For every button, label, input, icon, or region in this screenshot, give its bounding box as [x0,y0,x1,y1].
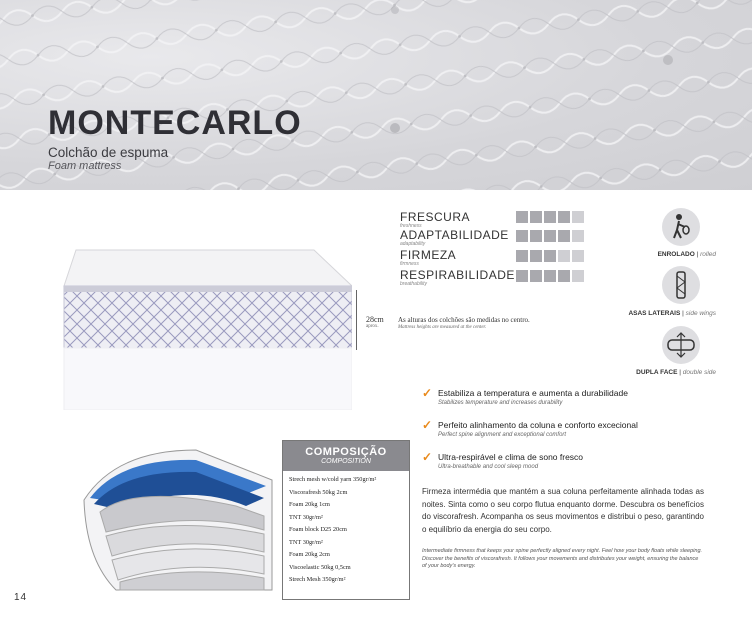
description-text-en: Intermediate firmness that keeps your spine perfectly aligned every night. Feel how your body floats while sleeping. Discover the benefits of viscorafresh. It follows your movements and distributes your weight, ensuring the balance of your body's energy. [422,548,703,569]
rating-box-filled [516,211,528,223]
rating-label: ADAPTABILIDADE [400,228,509,242]
rating-freshness [400,211,470,229]
rating-label-en: breathability [400,281,427,287]
composition-panel [282,440,410,600]
feature-rolled: ENROLADO | rolled [657,251,716,258]
rating-box-filled [530,230,542,242]
rating-label-en: firmness [400,261,419,267]
rating-label: FRESCURA [400,210,471,224]
rating-firmness [400,249,456,267]
rating-box-empty [572,230,584,242]
feature-label: DUPLA FACE [636,369,678,376]
composition-header [283,441,409,471]
rolled-person-icon [662,208,700,246]
rating-box-empty [572,270,584,282]
benefit-text: Perfeito alinhamento da coluna e conforto excecional [438,420,638,430]
composition-list [283,471,409,587]
check-icon: ✓ [422,450,433,464]
feature-label: ENROLADO [657,251,695,258]
rating-label-en: freshness [400,223,422,229]
composition-title-en: COMPOSITION [321,458,371,465]
check-icon: ✓ [422,418,433,432]
rating-box-filled [516,230,528,242]
description-en [422,548,704,571]
feature-double-side: DUPLA FACE | double side [636,369,716,376]
description-text: Firmeza intermédia que mantém a sua coluna perfeitamente alinhada todas as noites. Sinta como o seu corpo flutua enquanto dorme. Descubra os benefícios do viscorafresh. Acompanha os seus movimentos e distribui o peso, garantindo o equilíbrio da energia do seu corpo. [422,487,704,534]
composition-layer: TNT 30gr/m² [289,513,323,521]
rating-box-filled [530,250,542,262]
rating-adaptability [400,229,509,247]
rating-box-filled [530,270,542,282]
benefit-text-en: Perfect spine alignment and exceptional comfort [438,432,567,438]
rating-box-filled [544,270,556,282]
composition-layer: Viscorafresh 50kg 2cm [289,488,348,496]
height-indicator [356,290,359,350]
composition-layer: TNT 30gr/m² [289,538,323,546]
rating-scale [516,250,584,262]
feature-label-en: side wings [685,310,716,317]
benefit-text-en: Ultra-breathable and cool sleep mood [438,464,539,470]
rating-box-filled [530,211,542,223]
height-value: 28cm [366,315,384,324]
height-approx: aprox. [366,324,379,329]
rating-box-filled [544,250,556,262]
page-number: 14 [14,592,28,603]
product-type: Colchão de espuma [48,145,169,160]
product-type-en: Foam mattress [48,160,122,172]
rating-label-en: adaptability [400,241,426,247]
rating-label: RESPIRABILIDADE [400,268,515,282]
rating-box-filled [516,250,528,262]
composition-layer: Strech mesh w/cold yarn 350gr/m² [289,476,377,483]
hero-banner [0,0,752,190]
rating-box-empty [572,211,584,223]
double-side-icon [662,326,700,364]
rating-box-filled [558,211,570,223]
mattress-layers-image [76,440,276,600]
product-title: MONTECARLO [48,104,302,142]
rating-label: FIRMEZA [400,248,457,262]
feature-label-en: double side [682,369,716,376]
benefit-text: Estabiliza a temperatura e aumenta a durabilidade [438,388,628,398]
composition-layer: Strech Mesh 350gr/m² [289,576,346,583]
height-note: As alturas dos colchões são medidas no centro. [398,316,530,324]
composition-title: COMPOSIÇÃO [305,446,387,458]
composition-layer: Foam 20kg 2cm [289,551,330,558]
rating-box-filled [544,211,556,223]
feature-label: ASAS LATERAIS [628,310,681,317]
composition-layer: Foam 20kg 1cm [289,501,330,508]
rating-box-filled [558,270,570,282]
check-icon: ✓ [422,386,433,400]
benefit-text-en: Stabilizes temperature and increases durability [438,400,563,406]
rating-box-filled [558,230,570,242]
height-note-en: Mattress heights are measured at the center. [398,325,487,330]
feature-label-en: rolled [700,251,716,258]
mattress-image [56,240,352,410]
rating-scale [516,270,584,282]
rating-scale [516,211,584,223]
rating-scale [516,230,584,242]
side-wings-icon [662,266,700,304]
benefit-text: Ultra-respirável e clima de sono fresco [438,452,584,462]
composition-layer: Foam block D25 20cm [289,526,347,533]
rating-box-empty [558,250,570,262]
rating-box-filled [544,230,556,242]
composition-layer: Viscoelastic 50kg 0,5cm [289,563,351,571]
rating-box-empty [572,250,584,262]
description [422,486,704,536]
feature-side-wings: ASAS LATERAIS | side wings [628,310,716,317]
rating-box-filled [516,270,528,282]
rating-breathability [400,269,515,287]
